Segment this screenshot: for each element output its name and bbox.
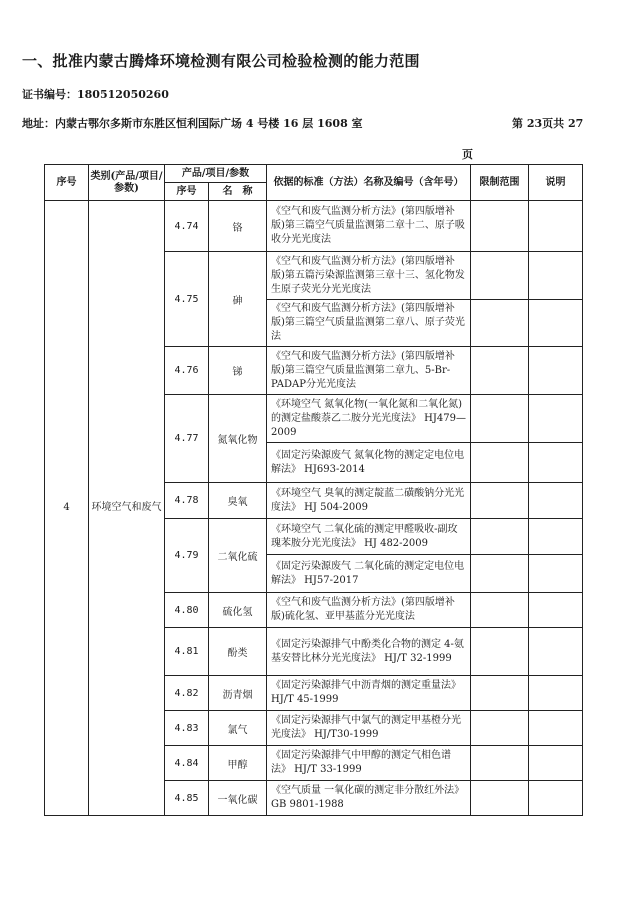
header-seq: 序号	[45, 165, 89, 201]
item-limit-cell	[471, 252, 529, 300]
item-note-cell	[529, 252, 583, 300]
item-limit-cell	[471, 483, 529, 519]
item-name: 沥青烟	[209, 676, 267, 711]
item-limit-cell	[471, 555, 529, 593]
item-limit-cell	[471, 711, 529, 746]
item-name: 一氧化碳	[209, 781, 267, 816]
header-product: 产品/项目/参数	[165, 165, 267, 183]
item-standard: 《环境空气 氮氧化物(一氧化氮和二氧化氮)的测定盐酸萘乙二胺分光光度法》 HJ479—2009	[267, 395, 471, 443]
item-number: 4.84	[165, 746, 209, 781]
item-note-cell	[529, 483, 583, 519]
item-note-cell	[529, 300, 583, 347]
item-note-cell	[529, 395, 583, 443]
table-row	[45, 201, 583, 252]
item-standard: 《空气和废气监测分析方法》(第四版增补版)第三篇空气质量监测第二章八、原子荧光法	[267, 300, 471, 347]
item-note-cell	[529, 593, 583, 628]
group-seq: 4	[45, 201, 89, 816]
item-limit-cell	[471, 347, 529, 395]
document-title: 一、批准内蒙古腾烽环境检测有限公司检验检测的能力范围	[22, 52, 420, 70]
item-note-cell	[529, 746, 583, 781]
group-category: 环境空气和废气	[89, 201, 165, 816]
item-limit-cell	[471, 519, 529, 555]
item-number: 4.82	[165, 676, 209, 711]
item-limit-cell	[471, 395, 529, 443]
item-note-cell	[529, 676, 583, 711]
address: 地址：内蒙古鄂尔多斯市东胜区恒利国际广场 4 号楼 16 层 1608 室	[22, 117, 363, 130]
certificate-number: 证书编号：180512050260	[22, 88, 169, 101]
page-indicator: 第 23页共 27	[512, 117, 584, 130]
item-standard: 《固定污染源排气中氯气的测定甲基橙分光光度法》 HJ/T30-1999	[267, 711, 471, 746]
header-note: 说明	[529, 165, 583, 201]
item-number: 4.77	[165, 395, 209, 483]
header-limit: 限制范围	[471, 165, 529, 201]
item-name: 锑	[209, 347, 267, 395]
header-sub-name: 名 称	[209, 183, 267, 201]
item-standard: 《空气质量 一氧化碳的测定非分散红外法》 GB 9801-1988	[267, 781, 471, 816]
item-standard: 《空气和废气监测分析方法》(第四版增补版)第三篇空气质量监测第二章九、5-Br-PADAP分光光度法	[267, 347, 471, 395]
page-indicator-suffix: 页	[462, 148, 473, 161]
item-standard: 《固定污染源废气 氮氧化物的测定定电位电解法》 HJ693-2014	[267, 443, 471, 483]
header-sub-seq: 序号	[165, 183, 209, 201]
item-standard: 《空气和废气监测分析方法》(第四版增补版)第三篇空气质量监测第二章十二、原子吸收分光光度法	[267, 201, 471, 252]
item-number: 4.83	[165, 711, 209, 746]
header-category: 类别(产品/项目/参数)	[89, 165, 165, 201]
item-limit-cell	[471, 746, 529, 781]
item-number: 4.76	[165, 347, 209, 395]
item-limit-cell	[471, 300, 529, 347]
item-number: 4.75	[165, 252, 209, 347]
item-limit-cell	[471, 781, 529, 816]
item-name: 臭氧	[209, 483, 267, 519]
item-standard: 《环境空气 臭氧的测定靛蓝二磺酸钠分光光度法》 HJ 504-2009	[267, 483, 471, 519]
item-limit-cell	[471, 628, 529, 676]
item-limit-cell	[471, 593, 529, 628]
item-limit-cell	[471, 676, 529, 711]
item-number: 4.81	[165, 628, 209, 676]
item-number: 4.85	[165, 781, 209, 816]
item-standard: 《固定污染源废气 二氧化硫的测定定电位电解法》 HJ57-2017	[267, 555, 471, 593]
item-note-cell	[529, 443, 583, 483]
header-standard: 依据的标准（方法）名称及编号（含年号）	[267, 165, 471, 201]
item-note-cell	[529, 781, 583, 816]
item-standard: 《固定污染源排气中甲醇的测定气相色谱法》 HJ/T 33-1999	[267, 746, 471, 781]
item-name: 硫化氢	[209, 593, 267, 628]
item-standard: 《空气和废气监测分析方法》(第四版增补版)第五篇污染源监测第三章十三、氢化物发生原子荧光分光光度法	[267, 252, 471, 300]
item-number: 4.74	[165, 201, 209, 252]
item-number: 4.78	[165, 483, 209, 519]
item-name: 二氧化硫	[209, 519, 267, 593]
item-standard: 《固定污染源排气中沥青烟的测定重量法》 HJ/T 45-1999	[267, 676, 471, 711]
item-note-cell	[529, 347, 583, 395]
item-number: 4.80	[165, 593, 209, 628]
item-standard: 《固定污染源排气中酚类化合物的测定 4-氨基安替比林分光光度法》 HJ/T 32-1999	[267, 628, 471, 676]
item-name: 氮氧化物	[209, 395, 267, 483]
capability-table	[44, 164, 583, 816]
item-number: 4.79	[165, 519, 209, 593]
item-name: 氯气	[209, 711, 267, 746]
item-standard: 《环境空气 二氧化硫的测定甲醛吸收-副玫瑰苯胺分光光度法》 HJ 482-2009	[267, 519, 471, 555]
item-name: 铬	[209, 201, 267, 252]
item-standard: 《空气和废气监测分析方法》(第四版增补版)硫化氢、亚甲基蓝分光光度法	[267, 593, 471, 628]
item-note-cell	[529, 555, 583, 593]
item-note-cell	[529, 628, 583, 676]
item-name: 砷	[209, 252, 267, 347]
item-note-cell	[529, 519, 583, 555]
item-name: 甲醇	[209, 746, 267, 781]
item-note-cell	[529, 201, 583, 252]
item-limit-cell	[471, 201, 529, 252]
item-limit-cell	[471, 443, 529, 483]
item-name: 酚类	[209, 628, 267, 676]
item-note-cell	[529, 711, 583, 746]
header-row	[45, 165, 583, 183]
